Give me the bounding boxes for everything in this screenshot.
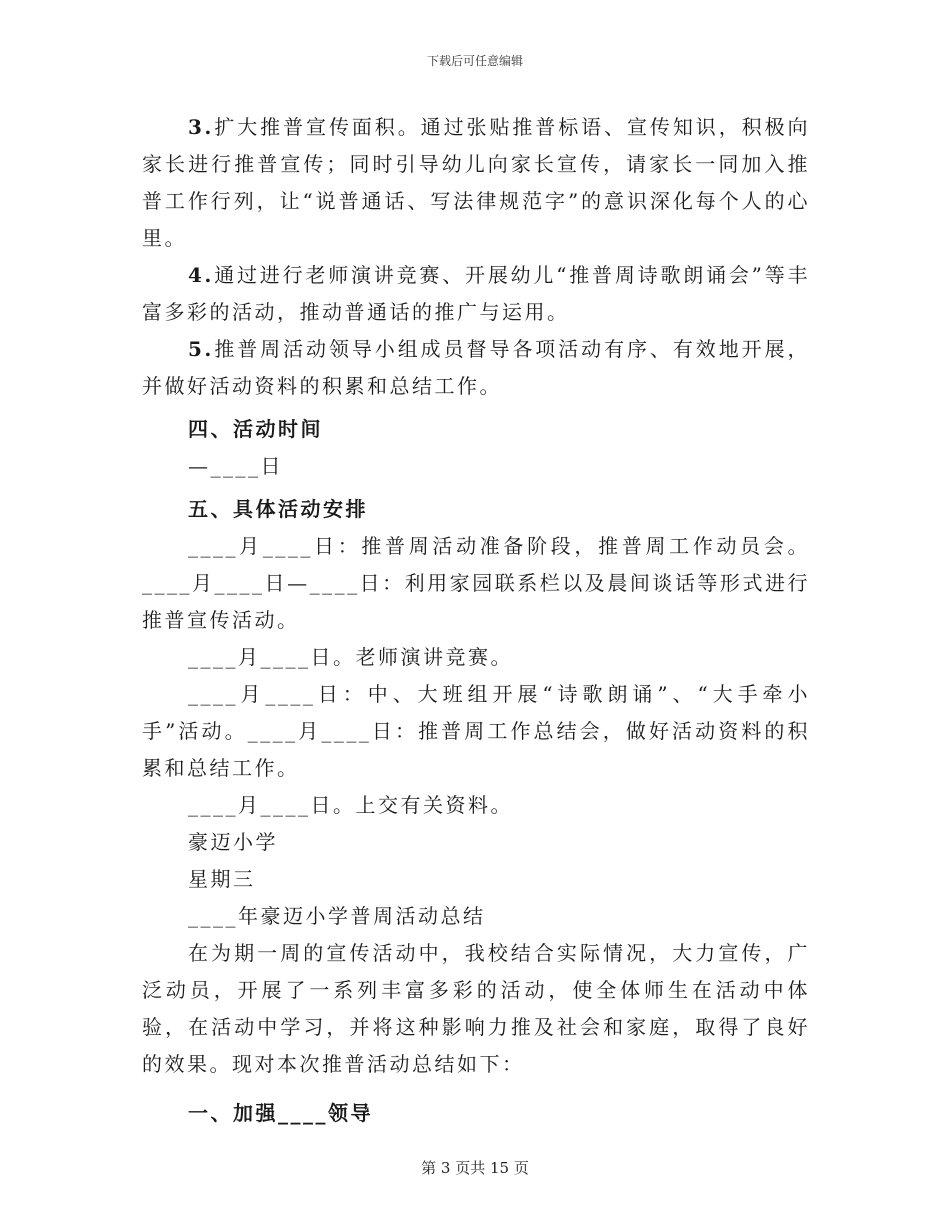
schedule-entry: ____月____日。上交有关资料。	[188, 793, 513, 817]
paragraph-item-5	[142, 331, 810, 405]
schedule-entry: ____月____日。老师演讲竞赛。	[188, 645, 513, 669]
item-text: 扩大推普宣传面积。通过张贴推普标语、宣传知识，积极向家长进行推普宣传；同时引导幼儿向家长宣传，请家长一同加入推普工作行列，让“说普通话、写法律规范字”的意识深化每个人的心里。	[142, 115, 810, 250]
item-text: 通过进行老师演讲竞赛、开展幼儿“推普周诗歌朗诵会”等丰富多彩的活动，推动普通话的推广与运用。	[142, 263, 810, 324]
section-heading-activity-time: 四、活动时间	[188, 417, 323, 441]
item-number: 4.	[188, 263, 214, 287]
paragraph-item-4	[142, 257, 810, 331]
item-number: 3.	[188, 115, 214, 139]
summary-intro: 在为期一周的宣传活动中，我校结合实际情况，大力宣传，广泛动员，开展了一系列丰富多彩的活动，使全体师生在活动中体验，在活动中学习，并将这种影响力推及社会和家庭，取得了良好的效果。现对本次推普活动总结如下：	[142, 941, 810, 1076]
school-name: 豪迈小学	[188, 830, 278, 854]
section-heading-leadership: 一、加强____领导	[188, 1101, 373, 1125]
weekday: 星期三	[188, 867, 256, 891]
page-header: 下载后可任意编辑	[426, 54, 523, 68]
schedule-entry: ____月____日：中、大班组开展“诗歌朗诵”、“大手牵小手”活动。____月____日：推普周工作总结会，做好活动资料的积累和总结工作。	[142, 682, 810, 780]
paragraph-item-3	[142, 109, 810, 257]
summary-title: ____年豪迈小学普周活动总结	[188, 904, 486, 928]
page-footer: 第 3 页共 15 页	[421, 1159, 529, 1177]
schedule-entry: ____月____日：推普周活动准备阶段，推普周工作动员会。____月____日—____日：利用家园联系栏以及晨间谈话等形式进行推普宣传活动。	[142, 534, 810, 632]
item-number: 5.	[188, 337, 214, 361]
item-text: 推普周活动领导小组成员督导各项活动有序、有效地开展，并做好活动资料的积累和总结工作。	[142, 337, 810, 398]
activity-time-text: —____日	[188, 454, 283, 478]
section-heading-schedule: 五、具体活动安排	[188, 497, 368, 521]
document-body	[142, 109, 810, 1132]
